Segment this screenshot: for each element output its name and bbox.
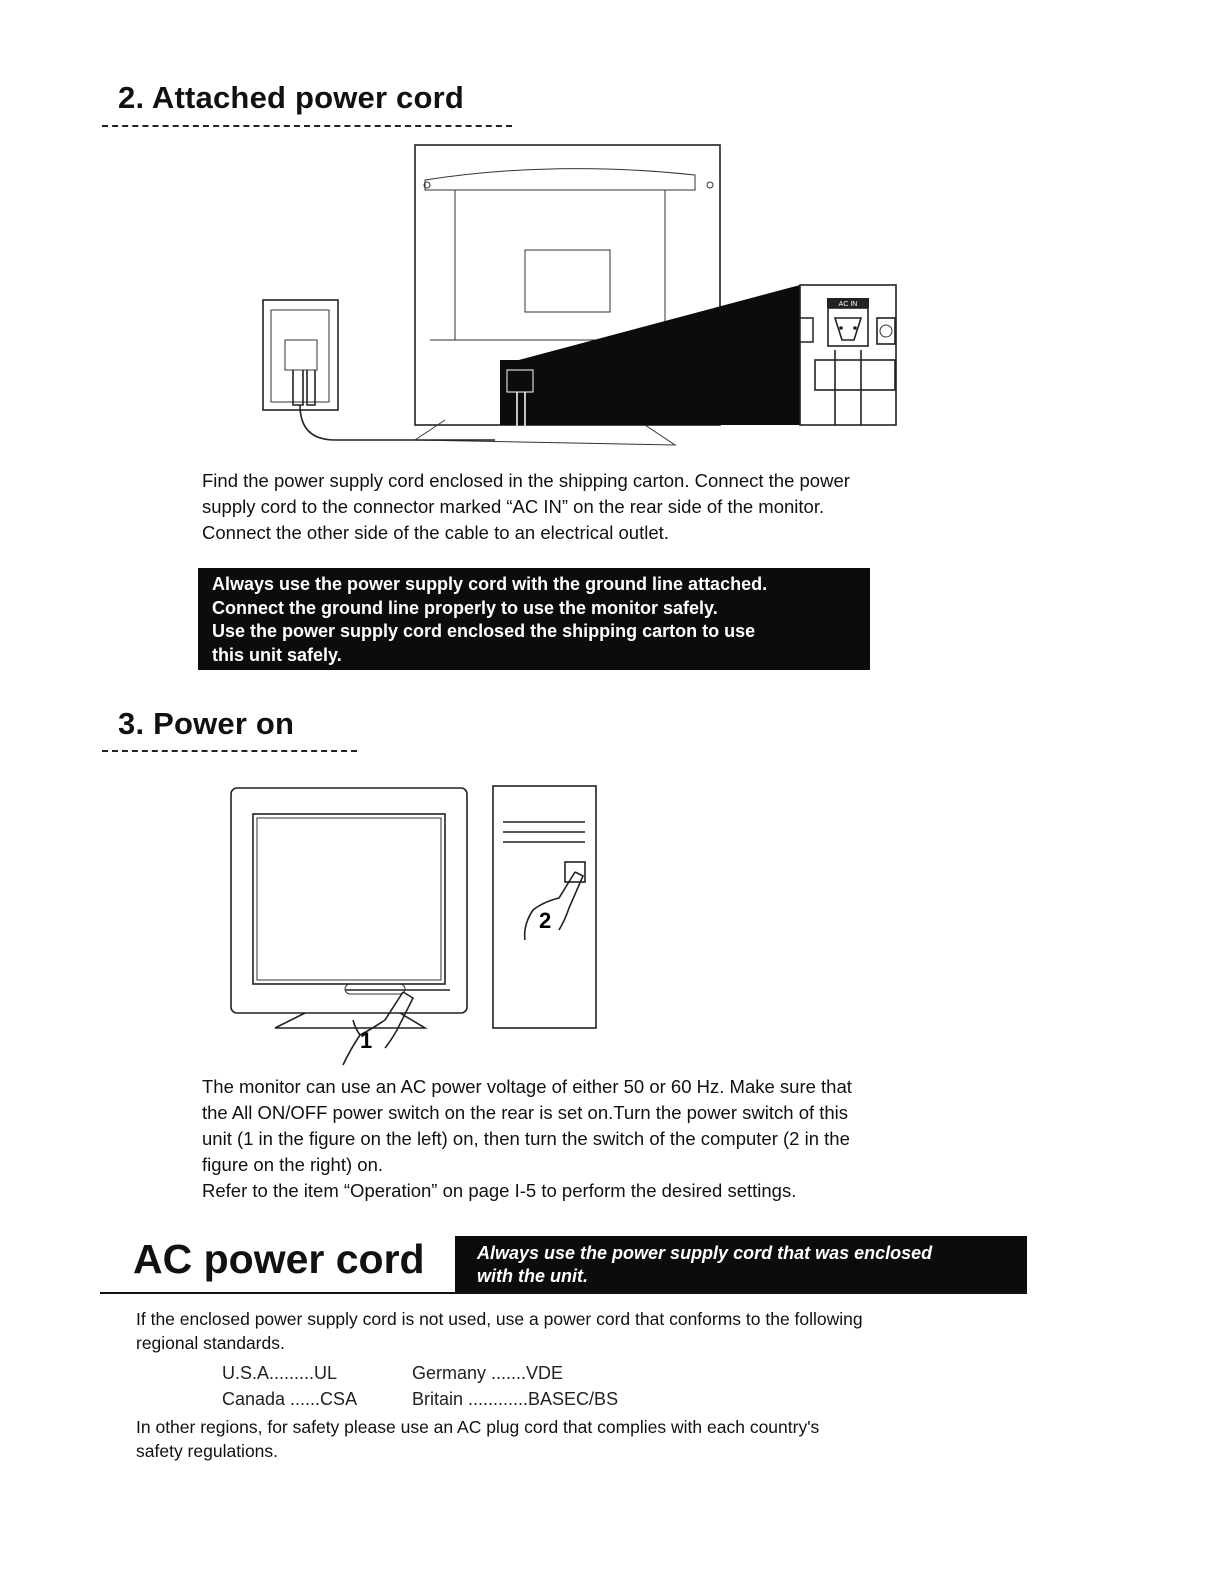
standards-row: U.S.A.........UL Germany .......VDE (222, 1363, 564, 1383)
ground-line-warning-box: Always use the power supply cord with the ground line attached. Connect the ground line properly to use the monitor safely. Use the power supply cord enclosed the shipping carton to use this unit safely. (198, 568, 870, 670)
section-2-divider (102, 125, 512, 127)
section-3-instructions: The monitor can use an AC power voltage of either 50 or 60 Hz. Make sure that the All ON/OFF power switch on the rear is set on.Turn the power switch of this unit (1 in the figure on the left) on, then turn the switch of the computer (2 in the figure on the right) on. Refer to the item “Operation” on page I-5 to perform the desired settings. (202, 1076, 852, 1201)
callout-2: 2 (539, 908, 552, 933)
ac-cord-intro: If the enclosed power supply cord is not used, use a power cord that conforms to the following regional standards. (136, 1309, 863, 1353)
wall-outlet-illustration (263, 300, 495, 440)
section-2-title: 2. Attached power cord (118, 80, 465, 115)
power-on-figure (225, 780, 605, 1075)
regional-standards-table (222, 1360, 618, 1412)
ac-cord-outro: In other regions, for safety please use an AC plug cord that complies with each country's safety regulations. (136, 1417, 820, 1461)
section-3-divider (102, 750, 357, 752)
zoom-projection-shape (500, 285, 800, 425)
section-2-instructions: Find the power supply cord enclosed in the shipping carton. Connect the power supply cord to the connector marked “AC IN” on the rear side of the monitor. Connect the other side of the cable to an electrical outlet. (202, 470, 850, 543)
svg-text:AC IN: AC IN (838, 301, 858, 308)
ac-cord-warning-banner: Always use the power supply cord that was enclosed with the unit. (455, 1236, 1027, 1292)
standards-row: Canada ......CSA Britain ............BASEC/BS (222, 1389, 619, 1409)
power-cord-connection-figure (255, 140, 905, 465)
monitor-front-illustration (231, 788, 467, 1028)
callout-1: 1 (360, 1028, 373, 1053)
ac-cord-title-rule (100, 1292, 1027, 1294)
computer-tower-illustration (493, 786, 596, 1028)
ac-power-cord-title: AC power cord (133, 1236, 425, 1282)
ac-in-connector-closeup (800, 285, 896, 425)
section-3-title: 3. Power on (118, 706, 295, 741)
